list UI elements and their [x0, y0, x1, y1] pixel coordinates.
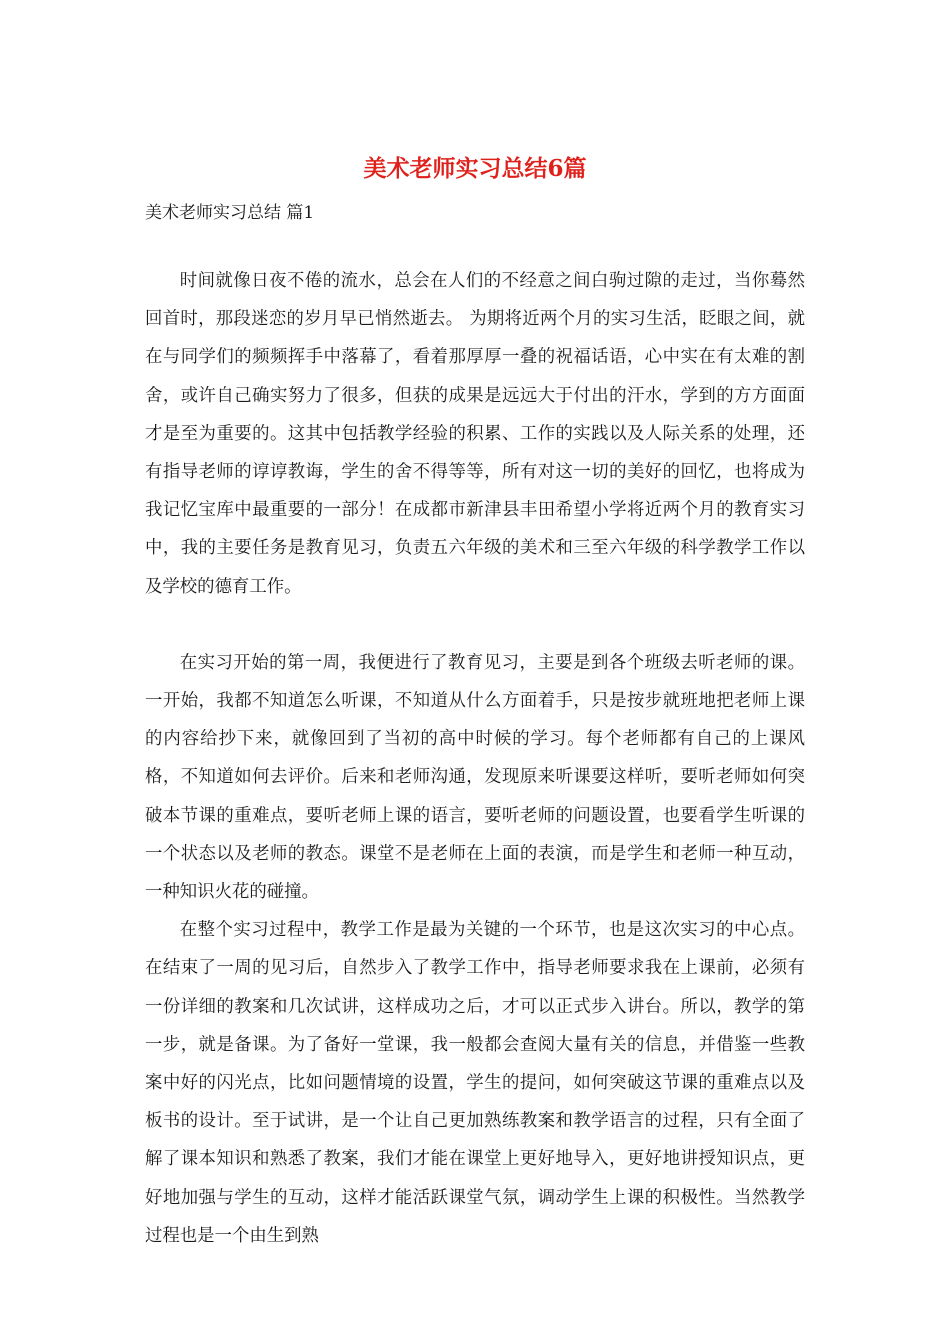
section-heading: 美术老师实习总结 篇1	[145, 203, 315, 223]
paragraph-3: 在整个实习过程中，教学工作是最为关键的一个环节，也是这次实习的中心点。在结束了一周的见习后，自然步入了教学工作中，指导老师要求我在上课前，必须有一份详细的教案和几次试讲，这样成功之后，才可以正式步入讲台。所以，教学的第一步，就是备课。为了备好一堂课，我一般都会查阅大量有关的信息，并借鉴一些教案中好的闪光点，比如问题情境的设置，学生的提问，如何突破这节课的重难点以及板书的设计。至于试讲，是一个让自己更加熟练教案和教学语言的过程，只有全面了解了课本知识和熟悉了教案，我们才能在课堂上更好地导入，更好地讲授知识点，更好地加强与学生的互动，这样才能活跃课堂气氛，调动学生上课的积极性。当然教学过程也是一个由生到熟	[145, 920, 805, 1246]
paragraph-spacer	[145, 606, 805, 644]
document-body	[145, 262, 805, 1255]
paragraph-1: 时间就像日夜不倦的流水，总会在人们的不经意之间白驹过隙的走过，当你蓦然回首时，那段迷恋的岁月早已悄然逝去。 为期将近两个月的实习生活，眨眼之间，就在与同学们的频频挥手中落幕了，看着那厚厚一叠的祝福话语，心中实在有太难的割舍，或许自己确实努力了很多，但获的成果是远远大于付出的汗水，学到的方方面面才是至为重要的。这其中包括教学经验的积累、工作的实践以及人际关系的处理，还有指导老师的谆谆教诲，学生的舍不得等等，所有对这一切的美好的回忆，也将成为我记忆宝库中最重要的一部分！在成都市新津县丰田希望小学将近两个月的教育实习中，我的主要任务是教育见习，负责五六年级的美术和三至六年级的科学教学工作以及学校的德育工作。	[145, 271, 805, 597]
paragraph-2: 在实习开始的第一周，我便进行了教育见习，主要是到各个班级去听老师的课。一开始，我都不知道怎么听课，不知道从什么方面着手，只是按步就班地把老师上课的内容给抄下来，就像回到了当初的高中时候的学习。每个老师都有自己的上课风格，不知道如何去评价。后来和老师沟通，发现原来听课要这样听，要听老师如何突破本节课的重难点，要听老师上课的语言，要听老师的问题设置，也要看学生听课的一个状态以及老师的教态。课堂不是老师在上面的表演，而是学生和老师一种互动，一种知识火花的碰撞。	[145, 652, 805, 903]
document-title: 美术老师实习总结6篇	[363, 155, 587, 182]
